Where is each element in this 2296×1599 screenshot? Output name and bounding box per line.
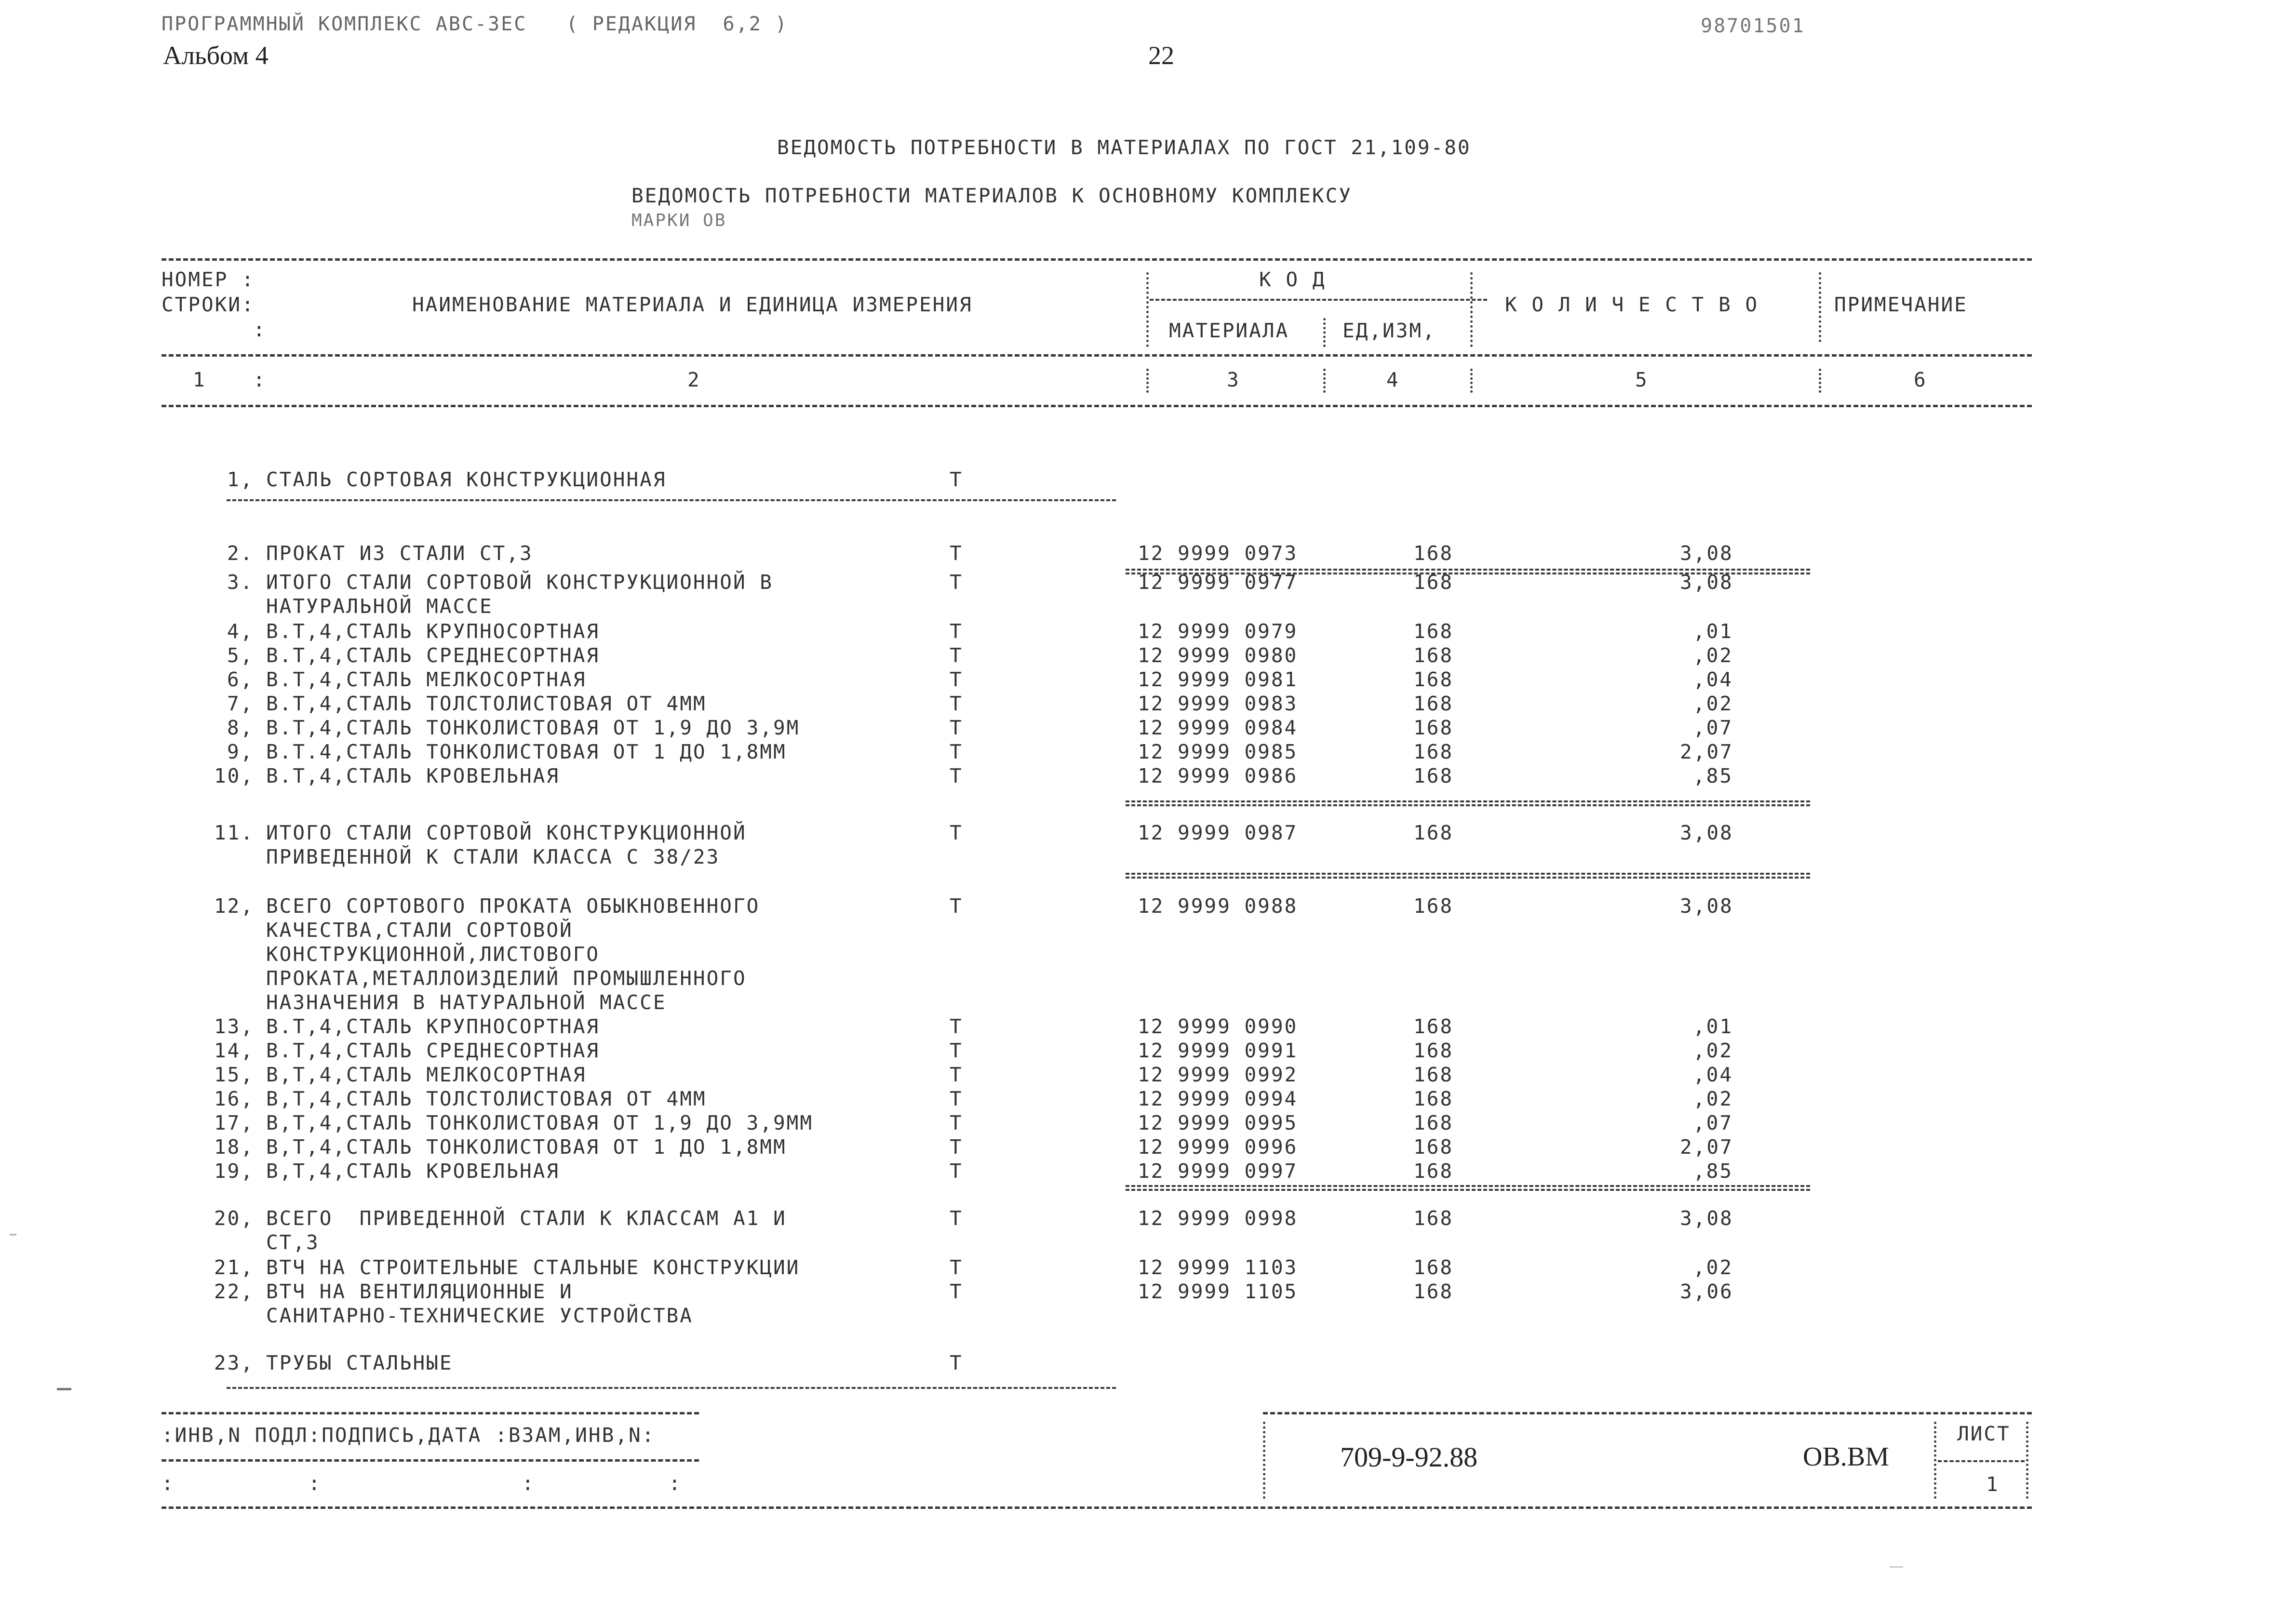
scan-mark [10,1234,16,1236]
sheet-label: ЛИСТ [1957,1422,2011,1445]
material-code: 12 9999 0997 [1138,1159,1298,1183]
row-number: 19, [214,1159,255,1183]
column-header-quantity: К О Л И Ч Е С Т В О [1505,293,1759,316]
stamp-row: : : : : [161,1472,682,1495]
row-number: 5, [227,644,254,667]
material-code: 12 9999 0990 [1138,1015,1298,1038]
unit-code: 168 [1413,571,1454,594]
header-rule-top [161,258,2032,261]
column-number-separator: : [253,368,267,391]
material-name: ВТЧ НА ВЕНТИЛЯЦИОННЫЕ И [266,1280,573,1303]
row-number: 6, [227,668,254,691]
material-code: 12 9999 0995 [1138,1111,1298,1134]
divider-name-code [1146,272,1149,347]
separator-after-row-1 [227,499,1116,501]
row-number: 22, [214,1280,255,1303]
sheet-number: 1 [1986,1473,2000,1496]
material-name: ВСЕГО СОРТОВОГО ПРОКАТА ОБЫКНОВЕННОГО [266,894,760,918]
stamp-rule-bottom [161,1506,2032,1509]
row-number: 3. [227,571,254,594]
material-name: ИТОГО СТАЛИ СОРТОВОЙ КОНСТРУКЦИОННОЙ В [266,571,773,594]
material-unit: Т [950,1135,963,1159]
material-name: В.Т,4,СТАЛЬ ТОНКОЛИСТОВАЯ ОТ 1,9 ДО 3,9М [266,716,800,739]
row-number: 14, [214,1039,255,1062]
row-number: 2. [227,542,254,565]
row-number: 11. [214,821,255,844]
quantity-value: 3,06 [1680,1280,1733,1303]
header-rule-bottom [161,405,2032,407]
material-name: В,Т,4,СТАЛЬ МЕЛКОСОРТНАЯ [266,1063,587,1086]
material-code: 12 9999 0985 [1138,740,1298,763]
title-block-left-border [1263,1422,1265,1499]
material-unit: Т [950,764,963,787]
quantity-value: ,04 [1693,1063,1733,1086]
unit-code: 168 [1413,1159,1454,1183]
unit-code: 168 [1413,821,1454,844]
material-name: ИТОГО СТАЛИ СОРТОВОЙ КОНСТРУКЦИОННОЙ [266,821,747,844]
material-name: СТАЛЬ СОРТОВАЯ КОНСТРУКЦИОННАЯ [266,468,667,491]
column-number-2: 2 [687,368,701,391]
quantity-value: ,02 [1693,644,1733,667]
material-unit: Т [950,716,963,739]
material-name: В.Т,4,СТАЛЬ КРУПНОСОРТНАЯ [266,1015,600,1038]
sub-title: ВЕДОМОСТЬ ПОТРЕБНОСТИ МАТЕРИАЛОВ К ОСНОВНОМУ КОМПЛЕКСУ [631,184,1352,207]
row-number: 15, [214,1063,255,1086]
column-number-6: 6 [1914,368,1927,391]
material-name: В.Т.4,СТАЛЬ ТОНКОЛИСТОВАЯ ОТ 1 ДО 1,8ММ [266,740,787,763]
column-header-row-no-1: НОМЕР : [161,268,255,291]
quantity-value: 3,08 [1680,542,1733,565]
unit-code: 168 [1413,740,1454,763]
row-number: 20, [214,1207,255,1230]
material-code: 12 9999 0988 [1138,894,1298,918]
material-name: НАЗНАЧЕНИЯ В НАТУРАЛЬНОЙ МАССЕ [266,991,667,1014]
album-label: Альбом 4 [163,41,269,70]
material-name: САНИТАРНО-ТЕХНИЧЕСКИЕ УСТРОЙСТВА [266,1304,693,1327]
material-name: В,Т,4,СТАЛЬ КРОВЕЛЬНАЯ [266,1159,560,1183]
document-mark: ОВ.ВМ [1803,1442,1889,1472]
material-unit: Т [950,1111,963,1134]
row-number: 9, [227,740,254,763]
material-unit: Т [950,1280,963,1303]
unit-code: 168 [1413,668,1454,691]
material-code: 12 9999 0992 [1138,1063,1298,1086]
row-number: 16, [214,1087,255,1110]
total-separator-1 [1126,569,1810,574]
header-rule-middle [161,354,2032,357]
column-header-row-no-2: СТРОКИ: [161,293,255,316]
material-code: 12 9999 0977 [1138,571,1298,594]
material-code: 12 9999 0981 [1138,668,1298,691]
row-number: 4, [227,620,254,643]
quantity-value: 3,08 [1680,894,1733,918]
row-number: 10, [214,764,255,787]
unit-code: 168 [1413,620,1454,643]
quantity-value: 3,08 [1680,571,1733,594]
title-block-sheet-divider [1934,1422,1936,1499]
row-number: 23, [214,1351,255,1374]
quantity-value: ,04 [1693,668,1733,691]
material-unit: Т [950,1159,963,1183]
quantity-value: ,07 [1693,1111,1733,1134]
divider-n-4 [1819,369,1821,393]
stamp-fields: :ИНВ,N ПОДЛ:ПОДПИСЬ,ДАТА :ВЗАМ,ИНВ,N: [161,1424,656,1447]
divider-n-2 [1323,369,1326,393]
material-unit: Т [950,1063,963,1086]
unit-code: 168 [1413,764,1454,787]
material-unit: Т [950,644,963,667]
material-name: В.Т,4,СТАЛЬ КРУПНОСОРТНАЯ [266,620,600,643]
column-header-code: К О Д [1259,268,1326,291]
stamp-rule-middle [161,1459,699,1462]
column-number-3: 3 [1227,368,1240,391]
material-unit: Т [950,821,963,844]
unit-code: 168 [1413,542,1454,565]
divider-n-1 [1146,369,1149,393]
row-number: 12, [214,894,255,918]
material-unit: Т [950,1087,963,1110]
material-unit: Т [950,1015,963,1038]
total-separator-3 [1126,873,1810,879]
unit-code: 168 [1413,1135,1454,1159]
quantity-value: ,01 [1693,620,1733,643]
material-unit: Т [950,468,963,491]
row-number: 21, [214,1256,255,1279]
material-code: 12 9999 0980 [1138,644,1298,667]
material-name: В.Т,4,СТАЛЬ СРЕДНЕСОРТНАЯ [266,644,600,667]
material-name: В.Т,4,СТАЛЬ КРОВЕЛЬНАЯ [266,764,560,787]
material-name: НАТУРАЛЬНОЙ МАССЕ [266,595,493,618]
column-number-4: 4 [1386,368,1400,391]
material-code: 12 9999 0994 [1138,1087,1298,1110]
unit-code: 168 [1413,644,1454,667]
row-number: 1, [227,468,254,491]
unit-code: 168 [1413,1087,1454,1110]
material-unit: Т [950,1039,963,1062]
title-block-rule-top [1263,1412,2032,1414]
main-title: ВЕДОМОСТЬ ПОТРЕБНОСТИ В МАТЕРИАЛАХ ПО ГОСТ 21,109-80 [777,136,1471,159]
sheet-rule [1938,1460,2025,1462]
material-unit: Т [950,542,963,565]
column-header-code-unit: ЕД,ИЗМ, [1343,319,1436,342]
column-header-code-material: МАТЕРИАЛА [1169,319,1289,342]
separator-after-row-23 [227,1387,1116,1389]
material-unit: Т [950,620,963,643]
row-number: 17, [214,1111,255,1134]
unit-code: 168 [1413,1111,1454,1134]
material-unit: Т [950,571,963,594]
material-unit: Т [950,740,963,763]
total-separator-2 [1126,800,1810,806]
page-number: 22 [1148,41,1174,70]
material-code: 12 9999 0991 [1138,1039,1298,1062]
quantity-value: ,85 [1693,1159,1733,1183]
divider-n-3 [1470,369,1473,393]
material-unit: Т [950,1256,963,1279]
unit-code: 168 [1413,1063,1454,1086]
title-block-right-border [2026,1422,2028,1499]
material-code: 12 9999 0987 [1138,821,1298,844]
material-name: В,Т,4,СТАЛЬ ТОНКОЛИСТОВАЯ ОТ 1 ДО 1,8ММ [266,1135,787,1159]
material-code: 12 9999 0983 [1138,692,1298,715]
material-code: 12 9999 0998 [1138,1207,1298,1230]
unit-code: 168 [1413,1015,1454,1038]
material-unit: Т [950,894,963,918]
material-name: КОНСТРУКЦИОННОЙ,ЛИСТОВОГО [266,943,600,966]
code-split-rule [1150,299,1487,301]
quantity-value: ,02 [1693,1087,1733,1110]
material-name: В.Т,4,СТАЛЬ СРЕДНЕСОРТНАЯ [266,1039,600,1062]
quantity-value: ,85 [1693,764,1733,787]
quantity-value: ,02 [1693,1256,1733,1279]
total-separator-4 [1126,1185,1810,1191]
material-unit: Т [950,1351,963,1374]
quantity-value: ,02 [1693,692,1733,715]
column-number-1: 1 [193,368,206,391]
unit-code: 168 [1413,1039,1454,1062]
sub-title-mark: МАРКИ ОВ [631,211,727,230]
unit-code: 168 [1413,1280,1454,1303]
stamp-rule-top [161,1412,699,1414]
unit-code: 168 [1413,1207,1454,1230]
scan-mark [1890,1566,1903,1568]
material-code: 12 9999 1105 [1138,1280,1298,1303]
material-code: 12 9999 0996 [1138,1135,1298,1159]
divider-qty-note [1819,272,1821,342]
quantity-value: ,07 [1693,716,1733,739]
material-name: КАЧЕСТВА,СТАЛИ СОРТОВОЙ [266,919,573,942]
material-code: 12 9999 0979 [1138,620,1298,643]
quantity-value: ,02 [1693,1039,1733,1062]
material-name: ВТЧ НА СТРОИТЕЛЬНЫЕ СТАЛЬНЫЕ КОНСТРУКЦИИ [266,1256,800,1279]
material-name: ПРИВЕДЕННОЙ К СТАЛИ КЛАССА С 38/23 [266,845,720,868]
column-number-5: 5 [1635,368,1649,391]
material-code: 12 9999 0984 [1138,716,1298,739]
column-header-note: ПРИМЕЧАНИЕ [1834,293,1968,316]
column-header-row-no-3: : [253,318,267,341]
material-name: В,Т,4,СТАЛЬ ТОНКОЛИСТОВАЯ ОТ 1,9 ДО 3,9ММ [266,1111,814,1134]
material-name: СТ,3 [266,1231,320,1254]
material-name: В,Т,4,СТАЛЬ ТОЛСТОЛИСТОВАЯ ОТ 4ММ [266,1087,707,1110]
divider-code-qty [1470,272,1473,347]
material-name: ВСЕГО ПРИВЕДЕННОЙ СТАЛИ К КЛАССАМ А1 И [266,1207,787,1230]
column-header-name: НАИМЕНОВАНИЕ МАТЕРИАЛА И ЕДИНИЦА ИЗМЕРЕНИЯ [412,293,973,316]
row-number: 7, [227,692,254,715]
row-number: 8, [227,716,254,739]
quantity-value: 2,07 [1680,740,1733,763]
row-number: 13, [214,1015,255,1038]
divider-code-unit [1323,318,1326,347]
scan-mark [57,1388,71,1390]
quantity-value: ,01 [1693,1015,1733,1038]
material-name: ТРУБЫ СТАЛЬНЫЕ [266,1351,453,1374]
unit-code: 168 [1413,894,1454,918]
material-code: 12 9999 1103 [1138,1256,1298,1279]
document-code: 98701501 [1701,15,1805,37]
material-unit: Т [950,1207,963,1230]
material-code: 12 9999 0973 [1138,542,1298,565]
material-name: ПРОКАТ ИЗ СТАЛИ СТ,3 [266,542,533,565]
software-header: ПРОГРАММНЫЙ КОМПЛЕКС АВС-3ЕС ( РЕДАКЦИЯ 6,2 ) [161,13,788,35]
quantity-value: 3,08 [1680,1207,1733,1230]
row-number: 18, [214,1135,255,1159]
quantity-value: 2,07 [1680,1135,1733,1159]
material-unit: Т [950,668,963,691]
document-number: 709-9-92.88 [1340,1441,1478,1473]
material-name: В.Т,4,СТАЛЬ МЕЛКОСОРТНАЯ [266,668,587,691]
material-code: 12 9999 0986 [1138,764,1298,787]
unit-code: 168 [1413,1256,1454,1279]
quantity-value: 3,08 [1680,821,1733,844]
material-name: ПРОКАТА,МЕТАЛЛОИЗДЕЛИЙ ПРОМЫШЛЕННОГО [266,967,747,990]
material-unit: Т [950,692,963,715]
unit-code: 168 [1413,716,1454,739]
unit-code: 168 [1413,692,1454,715]
material-name: В.Т,4,СТАЛЬ ТОЛСТОЛИСТОВАЯ ОТ 4ММ [266,692,707,715]
